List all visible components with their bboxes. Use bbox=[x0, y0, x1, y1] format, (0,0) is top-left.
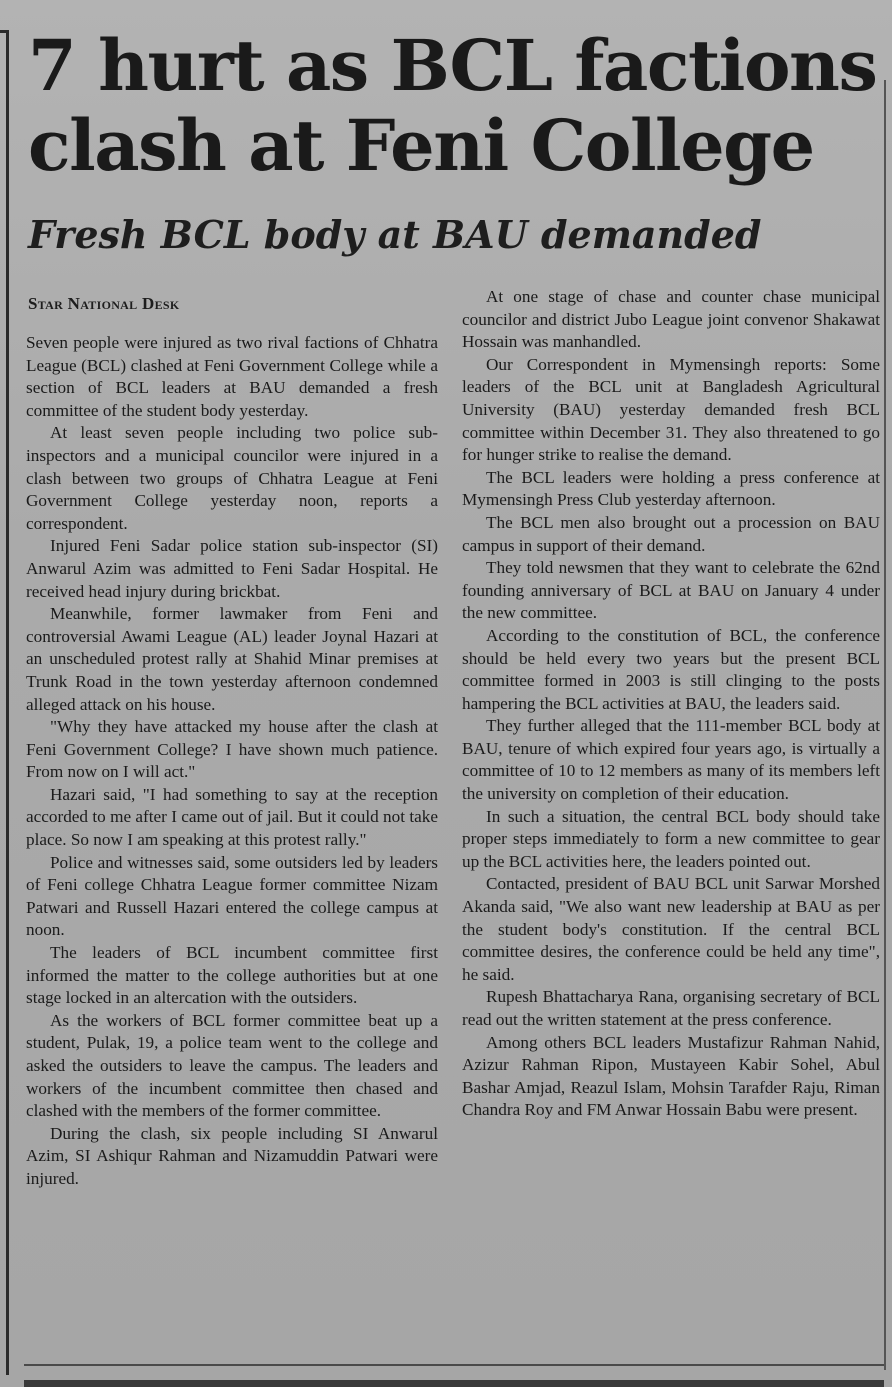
paragraph: According to the constitution of BCL, the conference should be held every two years but the present BCL committee formed in 2003 is still clinging to the posts hampering the BCL activities at BAU, the leaders said. bbox=[462, 625, 880, 713]
bottom-rule-thick bbox=[24, 1380, 884, 1387]
paragraph: In such a situation, the central BCL body should take proper steps immediately to form a new committee to gear up the BCL activities here, the leaders pointed out. bbox=[462, 806, 880, 871]
headline-line-2: clash at Feni College bbox=[28, 104, 814, 187]
paragraph: Police and witnesses said, some outsiders led by leaders of Feni college Chhatra League former committee Nizam Patwari and Russell Hazari entered the college campus at noon. bbox=[26, 852, 438, 940]
paragraph: Our Correspondent in Mymensingh reports: Some leaders of the BCL unit at Bangladesh Agricultural University (BAU) yesterday demanded fresh BCL committee within December 31. They also threatened to go for hunger strike to realise the demand. bbox=[462, 354, 880, 465]
bottom-rule bbox=[24, 1364, 884, 1366]
paragraph: Injured Feni Sadar police station sub-inspector (SI) Anwarul Azim was admitted to Feni Sadar Hospital. He received head injury during brickbat. bbox=[26, 536, 438, 601]
subheadline: Fresh BCL body at BAU demanded bbox=[28, 212, 762, 257]
column-rule-right bbox=[884, 80, 886, 1370]
paragraph: Seven people were injured as two rival factions of Chhatra League (BCL) clashed at Feni Government College while a section of BCL leaders at BAU demanded a fresh committee of the student body yesterday. bbox=[26, 333, 438, 420]
paragraph: Rupesh Bhattacharya Rana, organising secretary of BCL read out the written statement at the press conference. bbox=[462, 987, 880, 1029]
paragraph: During the clash, six people including SI Anwarul Azim, SI Ashiqur Rahman and Nizamuddin Patwari were injured. bbox=[26, 1123, 438, 1188]
paragraph: The BCL leaders were holding a press conference at Mymensingh Press Club yesterday afternoon. bbox=[462, 467, 880, 510]
paragraph: As the workers of BCL former committee beat up a student, Pulak, 19, a police team went to the college and asked the outsiders to leave the campus. The leaders and workers of the incumbent committee then chased and clashed with the members of the former committee. bbox=[26, 1010, 438, 1121]
article-column-left bbox=[26, 332, 438, 1191]
column-rule-left bbox=[6, 30, 9, 1375]
paragraph: Among others BCL leaders Mustafizur Rahman Nahid, Azizur Rahman Ripon, Mustayeen Kabir Sohel, Abul Bashar Amjad, Reazul Islam, Mohsin Tarafder Raju, Riman Chandra Roy and FM Anwar Hossain Babu were present. bbox=[462, 1032, 880, 1120]
article-column-right bbox=[462, 286, 880, 1122]
paragraph: At least seven people including two police sub-inspectors and a municipal councilor were injured in a clash between two groups of Chhatra League at Feni Government College yesterday noon, reports a correspondent. bbox=[26, 423, 438, 533]
paragraph: Hazari said, "I had something to say at the reception accorded to me after I came out of jail. But it could not take place. So now I am speaking at this protest rally." bbox=[26, 784, 438, 850]
paragraph: They told newsmen that they want to celebrate the 62nd founding anniversary of BCL at BAU on January 4 under the new committee. bbox=[462, 558, 880, 623]
paragraph: The leaders of BCL incumbent committee first informed the matter to the college authorities but at one stage locked in an altercation with the outsiders. bbox=[26, 943, 438, 1008]
paragraph: Contacted, president of BAU BCL unit Sarwar Morshed Akanda said, "We also want new leadership at BAU as per the student body's constitution. If the central BCL committee desires, the conference could be held any time", he said. bbox=[462, 874, 880, 984]
paragraph: The BCL men also brought out a procession on BAU campus in support of their demand. bbox=[462, 512, 880, 555]
byline: Star National Desk bbox=[28, 294, 180, 313]
paragraph: "Why they have attacked my house after the clash at Feni Government College? I have shown much patience. From now on I will act." bbox=[26, 717, 438, 782]
paragraph: Meanwhile, former lawmaker from Feni and controversial Awami League (AL) leader Joynal Hazari at an unscheduled protest rally at Shahid Minar premises at Trunk Road in the town yesterday afternoon condemned alleged attack on his house. bbox=[26, 604, 438, 714]
paragraph: At one stage of chase and counter chase municipal councilor and district Jubo League joint convenor Shakawat Hossain was manhandled. bbox=[462, 287, 880, 352]
paragraph: They further alleged that the 111-member BCL body at BAU, tenure of which expired four years ago, is virtually a committee of 10 to 12 members as many of its members left the university on completion of their education. bbox=[462, 716, 880, 804]
headline-line-1: 7 hurt as BCL factions bbox=[28, 24, 877, 107]
headline bbox=[28, 26, 888, 186]
